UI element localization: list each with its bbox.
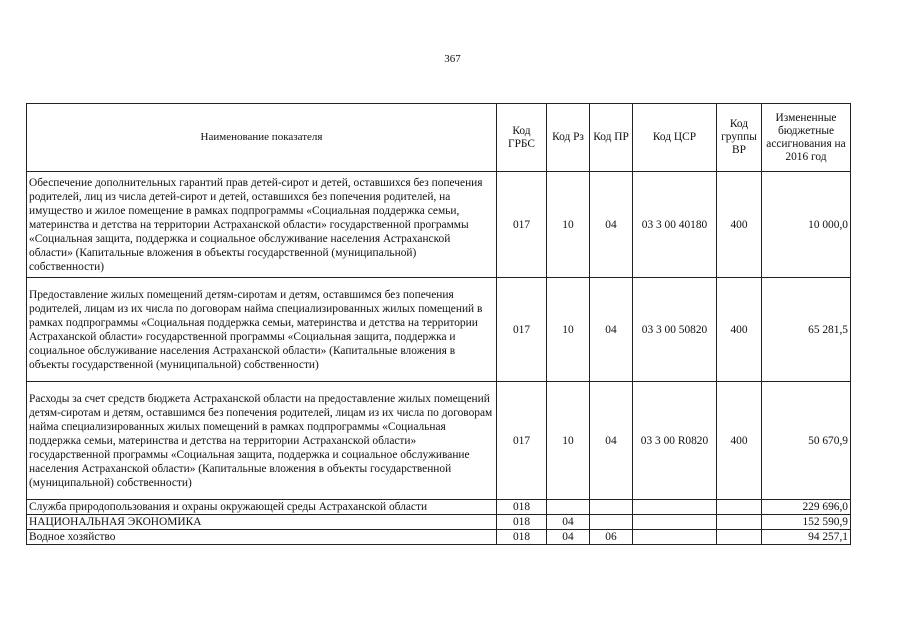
row-rz: 04 [547, 530, 590, 545]
table-row [27, 278, 851, 382]
row-csr: 03 3 00 40180 [633, 172, 717, 278]
row-name: НАЦИОНАЛЬНАЯ ЭКОНОМИКА [27, 515, 497, 530]
header-vr: Код группы ВР [717, 104, 762, 172]
row-amount: 50 670,9 [762, 382, 851, 500]
header-amount: Измененные бюджетные ассигнования на 2016 год [762, 104, 851, 172]
row-rz: 10 [547, 172, 590, 278]
header-csr: Код ЦСР [633, 104, 717, 172]
row-pr: 04 [590, 172, 633, 278]
header-grbs: Код ГРБС [497, 104, 547, 172]
row-csr [633, 530, 717, 545]
row-amount: 94 257,1 [762, 530, 851, 545]
row-vr: 400 [717, 278, 762, 382]
row-name: Служба природопользования и охраны окружающей среды Астраханской области [27, 500, 497, 515]
row-vr [717, 500, 762, 515]
row-name: Обеспечение дополнительных гарантий прав детей-сирот и детей, оставшихся без попечения родителей, лиц из числа детей-сирот и детей, оставшихся без попечения родителей, на имущество и жилое помещение в рамках подпрограммы «Социальная поддержка семьи, материнства и детства на территории Астраханской области» государственной программы «Социальная защита, поддержка и социальное обслуживание населения Астраханской области» (Капитальные вложения в объекты государственной (муниципальной) собственности) [27, 172, 497, 278]
row-csr [633, 500, 717, 515]
row-csr: 03 3 00 R0820 [633, 382, 717, 500]
row-grbs: 018 [497, 515, 547, 530]
page-number: 367 [444, 53, 461, 65]
header-name: Наименование показателя [27, 104, 497, 172]
row-rz: 10 [547, 382, 590, 500]
table-header-row [27, 104, 851, 172]
row-name: Предоставление жилых помещений детям-сиротам и детям, оставшимся без попечения родителей, лицам из их числа по договорам найма специализированных жилых помещений в рамках подпрограммы «Социальная поддержка семьи, материнства и детства на территории Астраханской области» государственной программы «Социальная защита, поддержка и социальное обслуживание населения Астраханской области» (Капитальные вложения в объекты государственной (муниципальной) собственности) [27, 278, 497, 382]
row-grbs: 017 [497, 172, 547, 278]
row-vr: 400 [717, 382, 762, 500]
row-grbs: 018 [497, 530, 547, 545]
row-pr [590, 515, 633, 530]
table-row [27, 172, 851, 278]
row-rz: 10 [547, 278, 590, 382]
row-name: Расходы за счет средств бюджета Астраханской области на предоставление жилых помещений детям-сиротам и детям, оставшимся без попечения родителей, лицам из их числа по договорам найма специализированных жилых помещений в рамках подпрограммы «Социальная поддержка семьи, материнства и детства на территории Астраханской области» государственной программы «Социальная защита, поддержка и социальное обслуживание населения Астраханской области» (Капитальные вложения в объекты государственной (муниципальной) собственности) [27, 382, 497, 500]
row-rz [547, 500, 590, 515]
table-row [27, 500, 851, 515]
row-vr: 400 [717, 172, 762, 278]
row-amount: 229 696,0 [762, 500, 851, 515]
budget-table [26, 103, 851, 545]
row-amount: 65 281,5 [762, 278, 851, 382]
row-vr [717, 515, 762, 530]
row-pr: 04 [590, 278, 633, 382]
row-amount: 10 000,0 [762, 172, 851, 278]
row-pr: 04 [590, 382, 633, 500]
header-pr: Код ПР [590, 104, 633, 172]
table-row [27, 515, 851, 530]
row-pr: 06 [590, 530, 633, 545]
row-vr [717, 530, 762, 545]
row-csr: 03 3 00 50820 [633, 278, 717, 382]
row-grbs: 017 [497, 278, 547, 382]
table-row [27, 382, 851, 500]
row-grbs: 017 [497, 382, 547, 500]
row-pr [590, 500, 633, 515]
row-name: Водное хозяйство [27, 530, 497, 545]
table-row [27, 530, 851, 545]
row-grbs: 018 [497, 500, 547, 515]
header-rz: Код Рз [547, 104, 590, 172]
row-csr [633, 515, 717, 530]
row-rz: 04 [547, 515, 590, 530]
row-amount: 152 590,9 [762, 515, 851, 530]
